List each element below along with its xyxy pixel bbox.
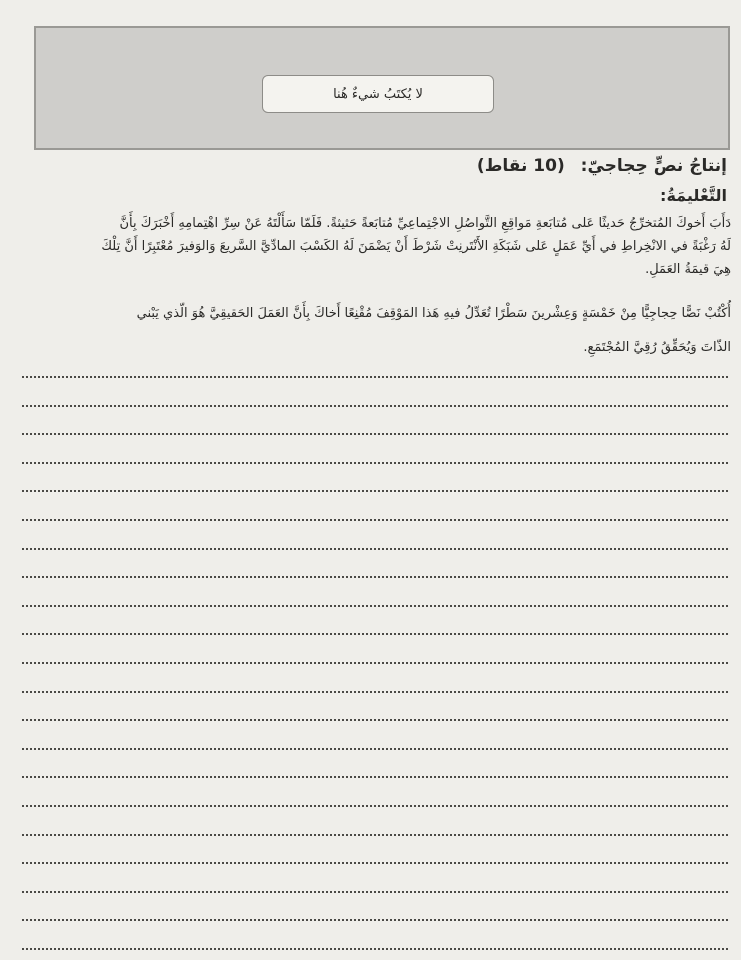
writing-line[interactable] (22, 891, 728, 893)
instruction-line-4: أُكْتُبْ نَصًّا حِجاجِيًّا مِنْ خَمْسَةٍ وَعِشْرينَ سَطْرًا تُعَدِّلُ فيهِ هَذا المَوْقِفَ مُقْنِعًا أَخاكَ بِأَنَّ العَمَلَ الحَقيقِيَّ هُوَ الّذي يَبْني (136, 306, 731, 321)
instruction-line-5: الذّاتَ وَيُحَقِّقُ رُقِيَّ المُجْتَمَعِ. (583, 340, 731, 355)
writing-line[interactable] (22, 633, 728, 635)
writing-line[interactable] (22, 376, 728, 378)
writing-line[interactable] (22, 490, 728, 492)
writing-line[interactable] (22, 691, 728, 693)
do-not-write-text: لا يُكتَبُ شيءٌ هُنا (333, 86, 423, 102)
writing-line[interactable] (22, 433, 728, 435)
instruction-line-2: لَهُ رَغْبَةً في الانْخِراطِ في أَيِّ عَمَلٍ عَلى شَبَكَةِ الأَنْتَرنِتْ شَرْطَ أَنْ يَضْمَنَ لَهُ الكَسْبَ المادِّيَّ السَّريعَ وَالوَفيرَ مُعْتَبِرًا أَنَّ تِلْكَ (101, 239, 731, 254)
writing-line[interactable] (22, 776, 728, 778)
writing-line[interactable] (22, 462, 728, 464)
section-title-text: إنتاجُ نصٍّ حِجاجيّ: (580, 156, 727, 176)
writing-line[interactable] (22, 605, 728, 607)
writing-line[interactable] (22, 948, 728, 950)
instruction-line-3: هِيَ قيمَةُ العَمَلِ. (645, 262, 731, 277)
writing-line[interactable] (22, 834, 728, 836)
writing-line[interactable] (22, 805, 728, 807)
section-points: (10 نقاط) (476, 156, 565, 176)
writing-line[interactable] (22, 748, 728, 750)
writing-line[interactable] (22, 719, 728, 721)
writing-line[interactable] (22, 519, 728, 521)
do-not-write-label (262, 75, 494, 113)
writing-line[interactable] (22, 548, 728, 550)
writing-area[interactable] (22, 360, 728, 960)
writing-line[interactable] (22, 862, 728, 864)
writing-line[interactable] (22, 662, 728, 664)
instruction-line-1: دَأَبَ أَخوكَ المُتخرِّجُ حَديثًا عَلى مُتابَعةِ مَواقِعِ التَّواصُلِ الاجْتِماعِيِّ مُتابَعةً حَثيثةً. فَلَمّا سَأَلْتَهُ عَنْ سِرِّ اهْتِمامِهِ أَخْبَرَكَ بِأَنَّ (119, 216, 731, 231)
writing-line[interactable] (22, 919, 728, 921)
writing-line[interactable] (22, 576, 728, 578)
writing-line[interactable] (22, 405, 728, 407)
section-title (477, 156, 727, 176)
instruction-label: التَّعْليمَةُ: (660, 186, 727, 205)
